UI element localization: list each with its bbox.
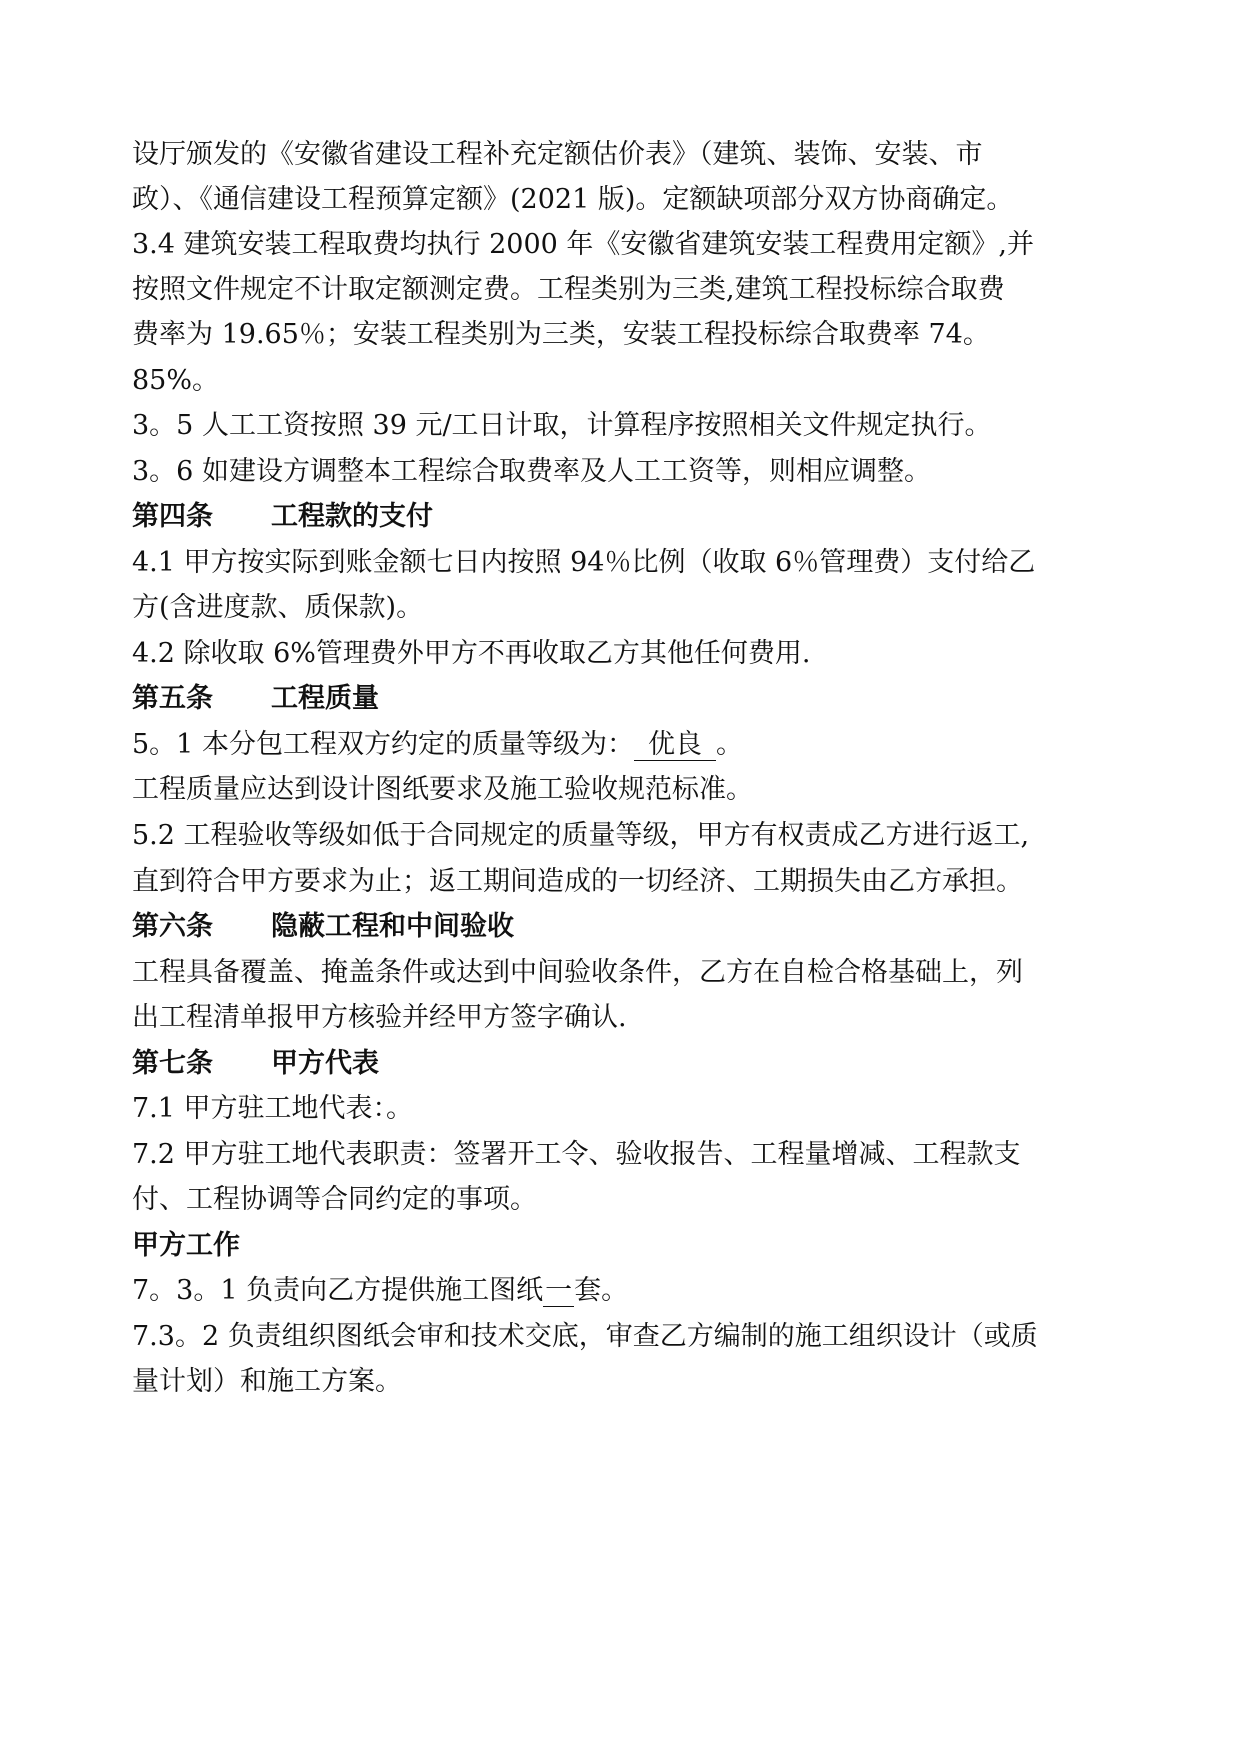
body-line: 直到符合甲方要求为止；返工期间造成的一切经济、工期损失由乙方承担。 [132, 866, 1023, 897]
section-title: 工程质量 [271, 683, 379, 714]
body-line: 3。5 人工工资按照 39 元/工日计取，计算程序按照相关文件规定执行。 [132, 410, 992, 441]
body-line: 4.2 除收取 6%管理费外甲方不再收取乙方其他任何费用. [132, 638, 811, 669]
section-heading [132, 1047, 379, 1081]
drawing-set-prefix: 7。3。1 负责向乙方提供施工图纸 [132, 1275, 544, 1306]
body-line: 费率为 19.65％；安装工程类别为三类，安装工程投标综合取费率 74。 [132, 319, 990, 350]
body-line: 85%。 [132, 365, 220, 396]
subsection-heading: 甲方工作 [132, 1230, 240, 1261]
body-line: 量计划）和施工方案。 [132, 1366, 402, 1397]
body-line: 4.1 甲方按实际到账金额七日内按照 94％比例（收取 6％管理费）支付给乙 [132, 547, 1036, 578]
drawing-set-count: 一 [545, 1275, 573, 1306]
section-number: 第四条 [132, 501, 213, 532]
section-title: 隐蔽工程和中间验收 [271, 911, 514, 942]
body-line: 出工程清单报甲方核验并经甲方签字确认. [132, 1002, 627, 1033]
drawing-set-line [132, 1274, 628, 1308]
body-line: 3。6 如建设方调整本工程综合取费率及人工工资等，则相应调整。 [132, 456, 931, 487]
body-line: 付、工程协调等合同约定的事项。 [132, 1184, 537, 1215]
body-line: 工程质量应达到设计图纸要求及施工验收规范标准。 [132, 774, 753, 805]
section-number: 第六条 [132, 911, 213, 942]
section-number: 第七条 [132, 1048, 213, 1079]
quality-grade-prefix: 5。1 本分包工程双方约定的质量等级为： [132, 729, 634, 760]
body-line: 3.4 建筑安装工程取费均执行 2000 年《安徽省建筑安装工程费用定额》,并 [132, 229, 1034, 260]
section-number: 第五条 [132, 683, 213, 714]
quality-grade-suffix: 。 [715, 729, 743, 760]
body-line: 方(含进度款、质保款)。 [132, 592, 424, 623]
body-line: 5.2 工程验收等级如低于合同规定的质量等级，甲方有权责成乙方进行返工, [132, 820, 1030, 851]
quality-grade-value: 优良 [634, 729, 716, 761]
section-heading [132, 910, 514, 944]
section-title: 甲方代表 [271, 1048, 379, 1079]
section-title: 工程款的支付 [271, 501, 433, 532]
body-line: 政）、《通信建设工程预算定额》(2021 版)。定额缺项部分双方协商确定。 [132, 184, 1014, 215]
body-line: 7.2 甲方驻工地代表职责：签署开工令、验收报告、工程量增减、工程款支 [132, 1139, 1021, 1170]
quality-grade-line [132, 728, 743, 762]
section-heading [132, 682, 379, 716]
body-line: 按照文件规定不计取定额测定费。工程类别为三类,建筑工程投标综合取费 [132, 274, 1005, 305]
body-line: 7.1 甲方驻工地代表：。 [132, 1093, 414, 1124]
drawing-set-suffix: 套。 [574, 1275, 629, 1306]
section-heading [132, 500, 433, 534]
body-line: 7.3。2 负责组织图纸会审和技术交底，审查乙方编制的施工组织设计（或质 [132, 1321, 1038, 1352]
body-line: 工程具备覆盖、掩盖条件或达到中间验收条件，乙方在自检合格基础上，列 [132, 957, 1023, 988]
body-line: 设厅颁发的《安徽省建设工程补充定额估价表》（建筑、装饰、安装、市 [132, 139, 983, 170]
